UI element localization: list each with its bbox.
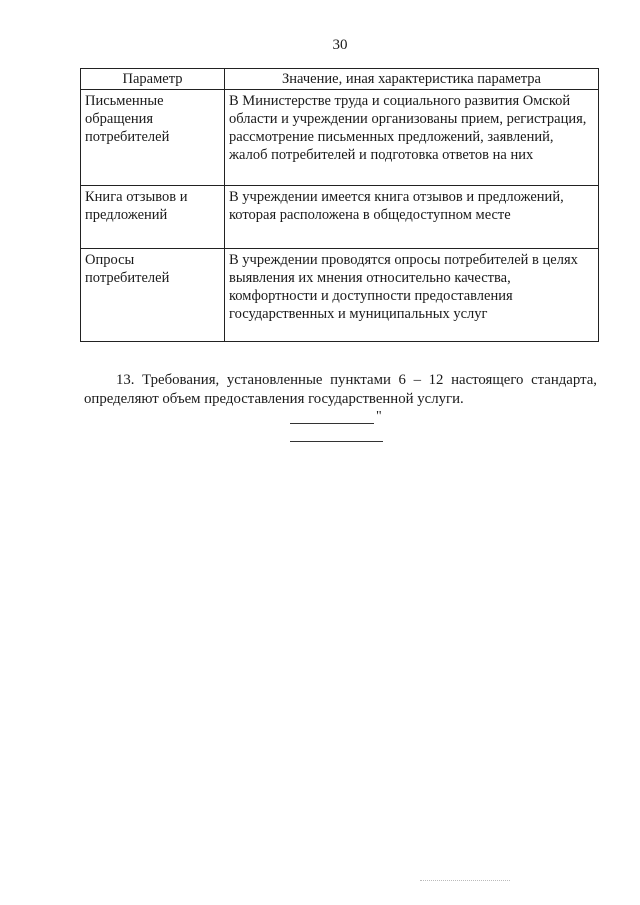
closing-quote: ": [376, 409, 382, 424]
paragraph-13: 13. Требования, установленные пунктами 6 – 12 настоящего стандарта, определяют объем предоставления государственной услуги.: [84, 371, 597, 407]
scan-artifact-line: [420, 880, 510, 881]
value-cell: В учреждении проводятся опросы потребителей в целях выявления их мнения относительно качества, комфортности и доступности предоставления государственных и муниципальных услуг: [225, 249, 599, 342]
column-header-parameter: Параметр: [81, 69, 225, 90]
parameter-cell: Письменные обращения потребителей: [81, 90, 225, 186]
column-header-value: Значение, иная характеристика параметра: [225, 69, 599, 90]
parameter-cell: Книга отзывов и предложений: [81, 186, 225, 249]
table-row: [81, 90, 599, 186]
value-cell: В учреждении имеется книга отзывов и предложений, которая расположена в общедоступном месте: [225, 186, 599, 249]
page-number: 30: [332, 37, 348, 53]
table-header-row: [81, 69, 599, 90]
end-divider-line: [290, 423, 374, 424]
value-cell: В Министерстве труда и социального развития Омской области и учреждении организованы прием, регистрация, рассмотрение письменных предложений, заявлений, жалоб потребителей и подготовка ответов на них: [225, 90, 599, 186]
end-divider-line: [290, 441, 383, 442]
table-row: [81, 249, 599, 342]
table-row: [81, 186, 599, 249]
parameter-cell: Опросы потребителей: [81, 249, 225, 342]
parameters-table: [80, 68, 599, 342]
